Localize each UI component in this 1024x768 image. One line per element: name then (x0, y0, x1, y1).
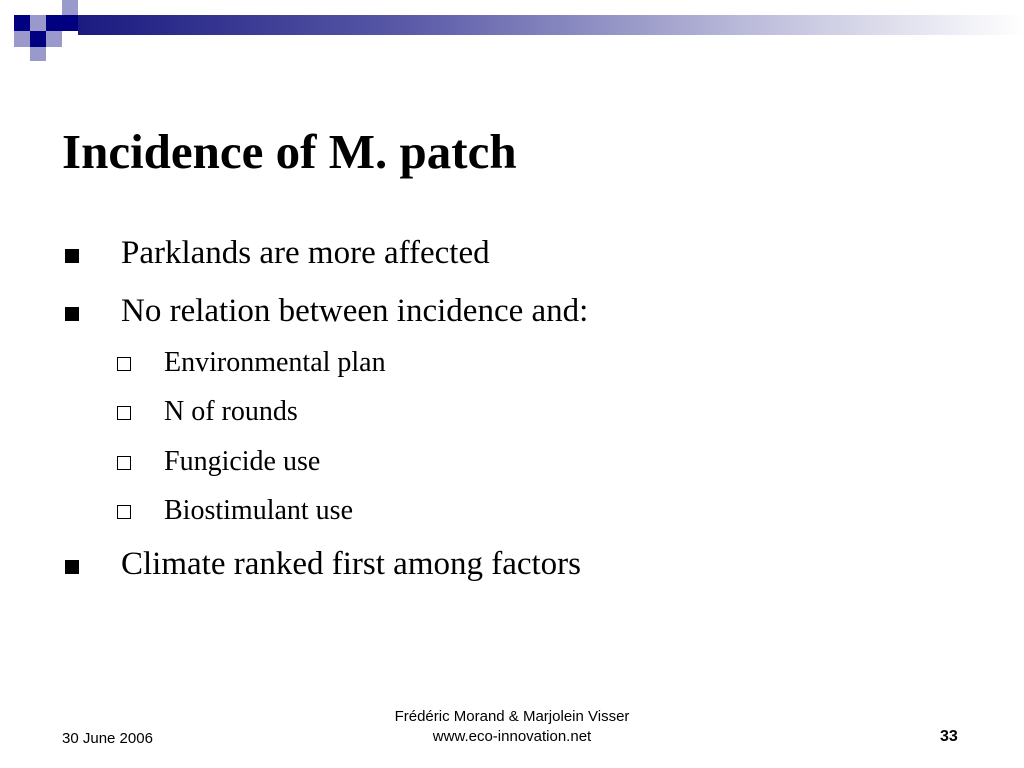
decor-square (62, 0, 78, 15)
sub-bullet-item: Environmental plan (164, 347, 386, 378)
sub-bullet-hollow-square-icon (117, 406, 131, 420)
header-gradient-band (78, 15, 1024, 35)
sub-bullet-hollow-square-icon (117, 505, 131, 519)
footer-authors: Frédéric Morand & Marjolein Visser (394, 708, 630, 725)
slide-title: Incidence of M. patch (62, 124, 517, 179)
bullet-item: No relation between incidence and: (121, 293, 589, 329)
decor-square (14, 15, 30, 31)
sub-bullet-item: Biostimulant use (164, 495, 353, 526)
bullet-square-icon (65, 307, 79, 321)
decor-square (46, 31, 62, 47)
bullet-item: Parklands are more affected (121, 235, 490, 271)
bullet-square-icon (65, 249, 79, 263)
page-number: 33 (940, 728, 958, 745)
bullet-square-icon (65, 560, 79, 574)
sub-bullet-hollow-square-icon (117, 357, 131, 371)
sub-bullet-hollow-square-icon (117, 456, 131, 470)
decor-square (30, 47, 46, 61)
footer-website: www.eco-innovation.net (432, 728, 592, 745)
decor-square (46, 15, 62, 31)
sub-bullet-item: N of rounds (164, 396, 298, 427)
decor-square (14, 31, 30, 47)
bullet-item: Climate ranked first among factors (121, 546, 582, 582)
decor-square (30, 15, 46, 31)
sub-bullet-item: Fungicide use (164, 446, 321, 477)
footer-date: 30 June 2006 (62, 730, 153, 747)
footer-credits (312, 707, 712, 747)
decor-square (62, 15, 78, 31)
decor-square (30, 31, 46, 47)
